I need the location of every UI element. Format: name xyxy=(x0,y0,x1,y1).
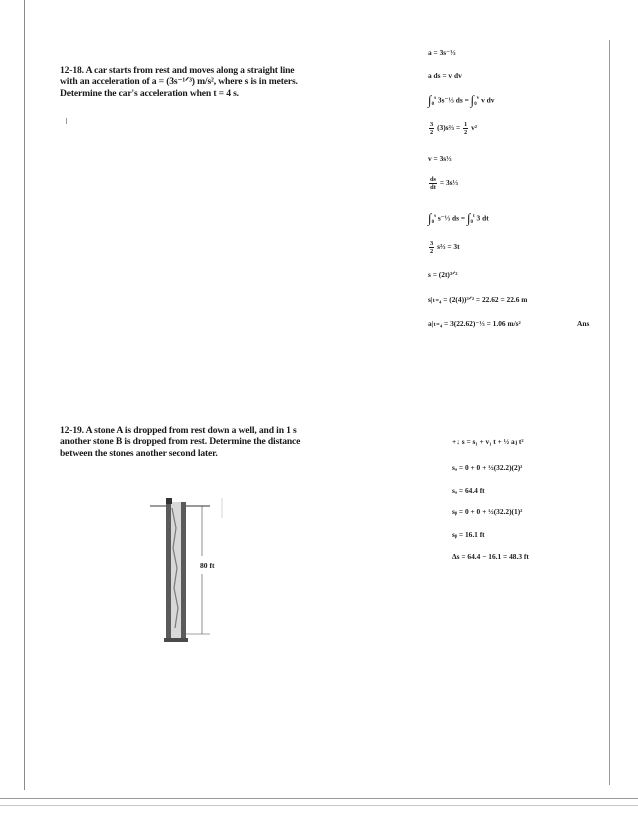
equation: sₐ = 64.4 ft xyxy=(452,486,485,495)
equation: sᵦ = 16.1 ft xyxy=(452,530,485,539)
equation: sₐ = 0 + 0 + ½(32.2)(2)² xyxy=(452,463,523,472)
equation: $\int_0^s$ 3s⁻⅓ ds = $\int_0^v$ v dv xyxy=(428,92,495,108)
integral-sign: ∫ xyxy=(466,210,471,226)
stone-a xyxy=(166,498,172,504)
fraction: $\frac{1}{2}$ xyxy=(464,121,468,136)
well-wall-left xyxy=(166,502,171,640)
equation: $\int_0^s$ s⁻⅓ ds = $\int_0^t$ 3 dt xyxy=(428,210,489,226)
scan-artifact xyxy=(66,118,67,124)
equation-part: v dv xyxy=(481,95,495,105)
equation: a ds = v dv xyxy=(428,71,462,80)
equation: +↓ s = s₁ + v₁ t + ½ aⱼ t² xyxy=(452,437,524,446)
integral-sign: ∫ xyxy=(428,92,432,108)
equation: s = (2t)³ᐟ² xyxy=(428,270,458,279)
well-wall-right xyxy=(181,502,186,640)
equation xyxy=(428,176,458,191)
equation: Δs = 64.4 − 16.1 = 48.3 ft xyxy=(452,552,529,561)
equation-part: = 3s⅓ xyxy=(439,178,459,188)
equation-part: 3 dt xyxy=(476,213,489,223)
equation xyxy=(428,121,477,136)
equation: a = 3s⁻⅓ xyxy=(428,48,456,57)
equation: v = 3s⅓ xyxy=(428,154,452,163)
equation-part: s⅔ = 3t xyxy=(437,242,460,252)
equation: sᵦ = 0 + 0 + ½(32.2)(1)² xyxy=(452,507,523,516)
integral-sign: ∫ xyxy=(470,92,475,108)
page-border-right xyxy=(609,40,610,785)
fraction: $\frac{3}{2}$ xyxy=(430,240,434,255)
problem-number: 12-18. xyxy=(60,65,84,76)
page-border-bottom-shadow xyxy=(0,805,638,806)
fraction: $\frac{3}{2}$ xyxy=(430,121,434,136)
answer-label: Ans xyxy=(577,319,590,328)
well-figure xyxy=(150,498,230,646)
fraction-ds-dt: $\frac{ds}{dt}$ xyxy=(430,176,437,191)
page-border-bottom xyxy=(0,798,638,799)
equation: a|ₜ₌₄ = 3(22.62)⁻⅓ = 1.06 m/s² xyxy=(428,319,521,328)
problem-statement: A car starts from rest and moves along a straight line with an acceleration of a = (3s⁻¹ᐟ³) m/s², where s is in meters. Determine the car's acceleration when t = 4 s. xyxy=(60,65,298,99)
equation-part: v² xyxy=(471,123,478,133)
equation-part: s⁻⅓ ds = xyxy=(437,213,466,223)
equation: s|ₜ₌₄ = (2(4))³ᐟ² = 22.62 = 22.6 m xyxy=(428,295,528,304)
depth-label: 80 ft xyxy=(200,561,215,570)
problem-number: 12-19. xyxy=(60,425,84,436)
integral-sign: ∫ xyxy=(428,210,432,226)
equation-part: 3s⁻⅓ ds = xyxy=(437,95,469,105)
equation-part: (3)s⅔ = xyxy=(437,123,461,133)
problem-statement: A stone A is dropped from rest down a well, and in 1 s another stone B is dropped from rest. Determine the distance between the stones another second later. xyxy=(60,425,301,459)
equation xyxy=(428,240,460,255)
problem-12-18 xyxy=(60,65,305,99)
page-border-left xyxy=(24,0,25,790)
well-bottom xyxy=(164,638,188,642)
problem-12-19 xyxy=(60,425,305,459)
